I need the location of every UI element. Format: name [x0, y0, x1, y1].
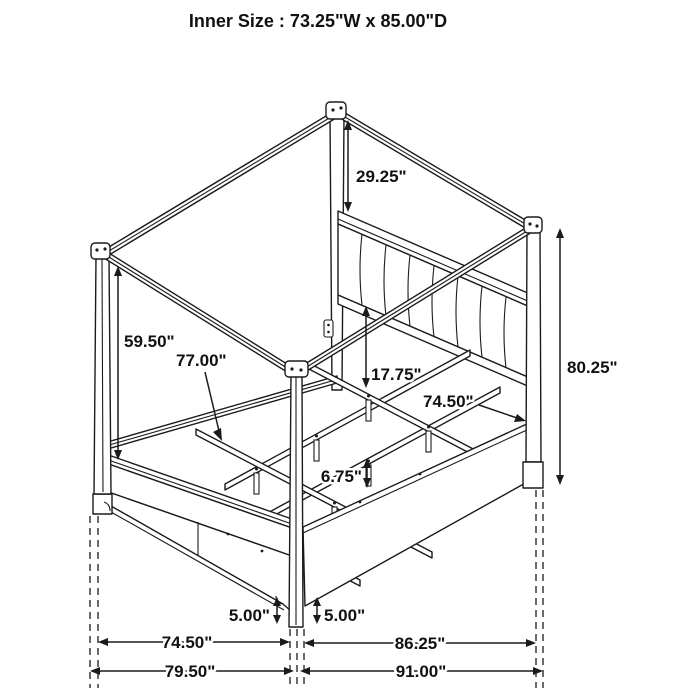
dim-label-slat-length: 77.00" [176, 351, 227, 370]
dimension-91-00 [300, 662, 543, 681]
dimension-5-00-left [229, 597, 281, 625]
dimension-86-25 [304, 634, 536, 653]
dim-label-canopy-to-headboard: 29.25" [356, 167, 407, 186]
left-post [94, 256, 111, 494]
right-post [523, 230, 543, 488]
dim-label-side-inner-depth: 86.25" [394, 634, 446, 653]
near-side-rail [303, 423, 529, 606]
dimension-79-50 [90, 662, 294, 681]
dim-label-footboard-inner-width: 74.50" [161, 633, 213, 652]
dim-label-slat-leg-height: 6.75" [320, 467, 362, 486]
dim-label-footboard-base-height: 5.00" [228, 606, 270, 625]
bed-drawing [91, 102, 543, 627]
dim-label-side-rail-length: 74.50" [423, 392, 474, 411]
footboard [93, 451, 292, 612]
dim-label-post-height: 59.50" [124, 332, 175, 351]
dimension-74-50-bottom [98, 633, 290, 652]
dim-label-side-outer-depth: 91.00" [395, 662, 447, 681]
dimension-80-25 [556, 228, 618, 485]
dim-label-overall-height: 80.25" [567, 358, 618, 377]
inner-size-title: Inner Size : 73.25"W x 85.00"D [188, 11, 448, 31]
front-post [289, 374, 303, 627]
dim-label-deck-height: 17.75" [371, 365, 422, 384]
dim-label-footboard-outer-width: 79.50" [164, 662, 216, 681]
dim-label-siderail-base-height: 5.00" [324, 606, 366, 625]
dimension-5-00-right [313, 597, 365, 625]
headboard [338, 211, 530, 387]
